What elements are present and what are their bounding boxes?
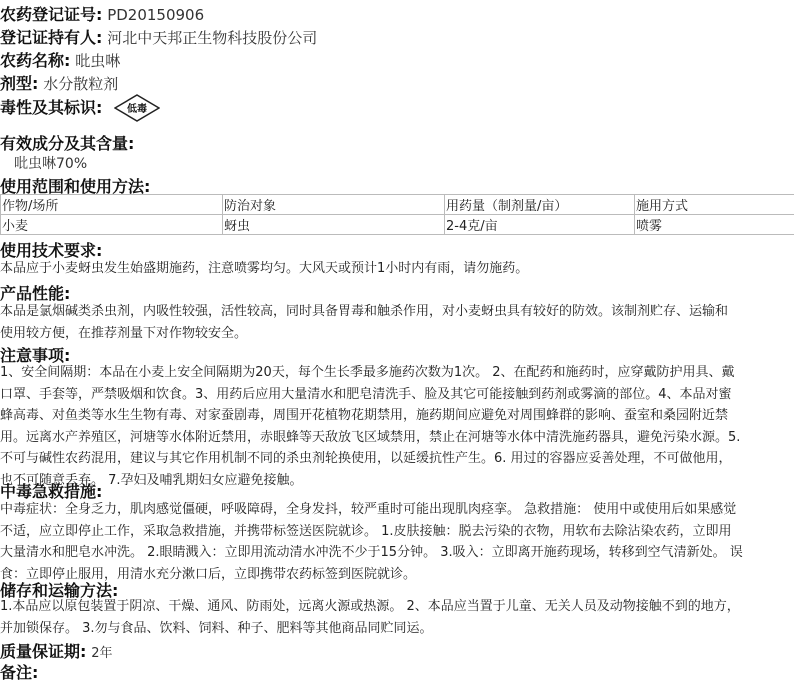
usage-cell-method: 喷雾 — [635, 215, 794, 235]
performance-text — [0, 301, 794, 344]
text-line: 1、安全间隔期：本品在小麦上安全间隔期为20天，每个生长季最多施药次数为1次。 2、在配药和施药时，应穿戴防护用具、戴 — [0, 365, 735, 380]
text-line: 本品应于小麦蚜虫发生始盛期施药，注意喷雾均匀。大风天或预计1小时内有雨，请勿施药。 — [0, 261, 529, 276]
usage-header-dosage: 用药量（制剂量/亩） — [445, 195, 635, 215]
toxicity-badge-text: 低毒 — [127, 104, 147, 115]
registration-number-row — [0, 2, 204, 25]
usage-table-header-row — [1, 195, 794, 215]
usage-table-row — [1, 215, 794, 235]
text-line: 使用较方便，在推荐剂量下对作物较安全。 — [0, 325, 248, 341]
usage-header-target: 防治对象 — [223, 195, 445, 215]
text-line: 口罩、手套等，严禁吸烟和饮食。3、用药后应用大量清水和肥皂清洗手、脸及其它可能接触到药剂或雾滴的部位。4、本品对蜜 — [0, 386, 732, 402]
formulation-value: 水分散粒剂 — [43, 75, 119, 93]
text-line: 并加锁保存。 3.勿与食品、饮料、饲料、种子、肥料等其他商品同贮同运。 — [0, 620, 433, 636]
registration-holder-value: 河北中天邦正生物科技股份公司 — [107, 29, 318, 47]
usage-cell-dosage: 2-4克/亩 — [445, 215, 635, 235]
text-line: 不适，应立即停止工作，采取急救措施，并携带标签送医院就诊。 1.皮肤接触：脱去污染的衣物，用软布去除沾染农药，立即用 — [0, 523, 732, 539]
precautions-text — [0, 362, 794, 491]
ingredient-value: 吡虫啉70% — [14, 156, 88, 172]
shelf-life-row — [0, 639, 112, 662]
registration-number-value: PD20150906 — [107, 6, 205, 24]
pesticide-name-row — [0, 48, 120, 71]
text-line: 不可与碱性农药混用，建议与其它作用机制不同的杀虫剂轮换使用，以延缓抗性产生。6. 用过的容器应妥善处理，不可做他用， — [0, 451, 732, 466]
text-line: 1.本品应以原包装置于阴凉、干燥、通风、防雨处，远离火源或热源。 2、本品应当置于儿童、无关人员及动物接触不到的地方， — [0, 599, 740, 614]
storage-text — [0, 596, 794, 639]
toxicity-row — [0, 95, 102, 118]
formulation-label: 剂型: — [0, 74, 39, 93]
tech-requirements-heading: 使用技术要求: — [0, 241, 103, 260]
text-line: 大量清水和肥皂水冲洗。 2.眼睛溅入：立即用流动清水冲洗不少于15分钟。 3.吸入：立即离开施药现场，转移到空气清新处。 误 — [0, 545, 743, 560]
tech-requirements-text — [0, 258, 794, 280]
shelf-life-value: 2年 — [91, 646, 113, 661]
pesticide-name-value: 吡虫啉 — [75, 52, 121, 70]
text-line: 食：立即停止服用，用清水充分漱口后，立即携带农药标签到医院就诊。 — [0, 566, 417, 582]
text-line: 也不可随意丢弃。 7.孕妇及哺乳期妇女应避免接触。 — [0, 472, 303, 488]
usage-header-crop: 作物/场所 — [1, 195, 223, 215]
storage-heading: 储存和运输方法: — [0, 581, 119, 600]
ingredient-heading: 有效成分及其含量: — [0, 134, 135, 153]
first-aid-text — [0, 499, 794, 585]
usage-cell-crop: 小麦 — [1, 215, 223, 235]
registration-holder-row — [0, 25, 317, 48]
diamond-toxicity-icon — [114, 94, 160, 122]
text-line: 中毒症状：全身乏力，肌肉感觉僵硬，呼吸障碍，全身发抖，较严重时可能出现肌肉痉挛。 急救措施： 使用中或使用后如果感觉 — [0, 502, 737, 517]
first-aid-heading: 中毒急救措施: — [0, 482, 103, 501]
registration-holder-label: 登记证持有人: — [0, 28, 103, 47]
usage-cell-target: 蚜虫 — [223, 215, 445, 235]
usage-table — [0, 194, 794, 235]
shelf-life-label: 质量保证期: — [0, 642, 87, 661]
performance-heading: 产品性能: — [0, 284, 71, 303]
text-line: 本品是氯烟碱类杀虫剂，内吸性较强，活性较高，同时具备胃毒和触杀作用，对小麦蚜虫具有较好的防效。该制剂贮存、运输和 — [0, 304, 729, 319]
formulation-row — [0, 71, 118, 94]
text-line: 蜂高毒、对鱼类等水生生物有毒、对家蚕剧毒，周围开花植物花期禁用，施药期间应避免对周围蜂群的影响、蚕室和桑园附近禁 — [0, 408, 729, 423]
toxicity-label: 毒性及其标识: — [0, 98, 103, 117]
precautions-heading: 注意事项: — [0, 346, 71, 365]
pesticide-name-label: 农药名称: — [0, 51, 71, 70]
registration-number-label: 农药登记证号: — [0, 5, 103, 24]
usage-heading: 使用范围和使用方法: — [0, 177, 151, 196]
text-line: 用。远离水产养殖区，河塘等水体附近禁用，赤眼蜂等天敌放飞区域禁用，禁止在河塘等水体中清洗施药器具，避免污染水源。5. — [0, 429, 741, 445]
usage-header-method: 施用方式 — [635, 195, 794, 215]
remarks-heading: 备注: — [0, 663, 39, 680]
